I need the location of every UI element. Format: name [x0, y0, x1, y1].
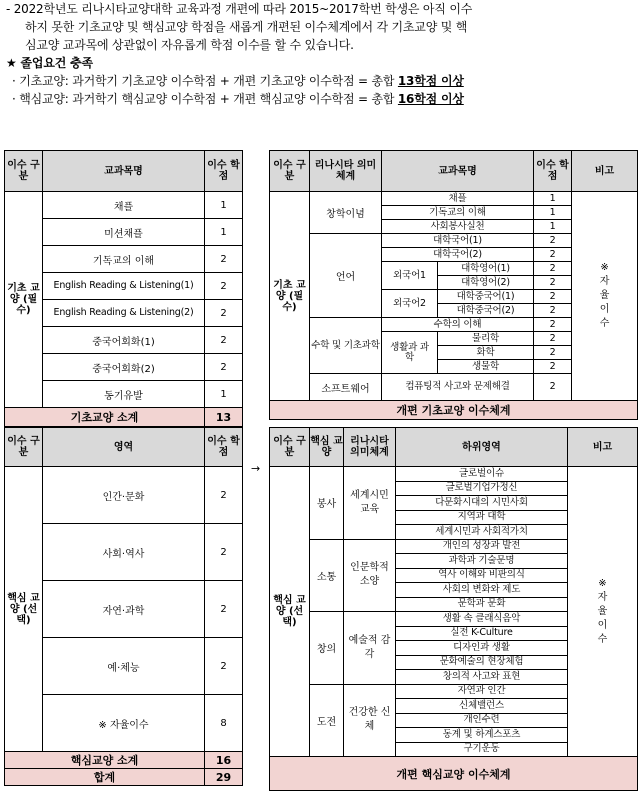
subarea-item: 세계시민과 사회적가치 [396, 525, 568, 540]
header-note: 비고 [572, 151, 638, 192]
subarea-item: 실전 K-Culture [396, 626, 568, 641]
requirements-heading: ★ 졸업요건 충족 [6, 56, 93, 70]
core-name: 소통 [310, 539, 344, 612]
core-name: 도전 [310, 684, 344, 757]
course-credit: 2 [534, 332, 572, 346]
subarea-item: 문화예술의 현장체험 [396, 655, 568, 670]
intro-line-3: 심교양 교과목에 상관없이 자유롭게 학점 이수를 할 수 있습니다. [25, 38, 354, 52]
total-label: 합계 [5, 769, 205, 786]
subarea-item: 문학과 문화 [396, 597, 568, 612]
course-name: 사회봉사실천 [382, 220, 534, 234]
footer-new-basic: 개편 기초교양 이수체계 [270, 401, 638, 420]
course-name: 기독교의 이해 [382, 206, 534, 220]
subarea-item: 자연과 인간 [396, 684, 568, 699]
requirement-basic-value: 13학점 이상 [397, 74, 464, 88]
course-name: 대학영어(2) [438, 276, 534, 290]
subtotal-core-label: 핵심교양 소계 [5, 752, 205, 769]
requirement-core-text: · 핵심교양: 과거학기 핵심교양 이수학점 + 개편 핵심교양 이수학점 = 총합 [12, 92, 398, 106]
course-credit: 2 [534, 374, 572, 401]
area-name: 인간·문화 [43, 467, 205, 524]
course-name: 대학영어(1) [438, 262, 534, 276]
header-type: 이수 구분 [5, 428, 43, 467]
course-credit: 2 [205, 327, 243, 354]
meaning-founding: 창학이념 [310, 192, 382, 234]
course-name: 미션채플 [43, 219, 205, 246]
subtotal-core-value: 16 [205, 752, 243, 769]
meaning-language: 언어 [310, 234, 382, 318]
header-course-name: 교과목명 [43, 151, 205, 192]
course-credit: 1 [205, 192, 243, 219]
header-course-name: 교과목명 [382, 151, 534, 192]
area-credit: 8 [205, 695, 243, 752]
course-name: 컴퓨팅적 사고와 문제해결 [382, 374, 534, 401]
core-name: 창의 [310, 612, 344, 685]
course-name: 대학중국어(1) [438, 290, 534, 304]
subarea-item: 개인수련 [396, 713, 568, 728]
footer-new-core: 개편 핵심교양 이수체계 [270, 757, 638, 791]
course-credit: 1 [534, 220, 572, 234]
header-meaning: 리나시타 의미체계 [344, 428, 396, 467]
course-name: 동기유발 [43, 381, 205, 408]
subarea-item: 동계 및 하계스포츠 [396, 728, 568, 743]
requirement-basic-text: · 기초교양: 과거학기 기초교양 이수학점 + 개편 기초교양 이수학점 = 총합 [12, 74, 398, 88]
area-credit: 2 [205, 638, 243, 695]
subarea-item: 구기운동 [396, 742, 568, 757]
header-type: 이수 구분 [270, 151, 310, 192]
course-name: 채플 [382, 192, 534, 206]
subarea-item: 글로벌기업가정신 [396, 481, 568, 496]
group-basic-required: 기초 교양 (필수) [270, 192, 310, 401]
area-credit: 2 [205, 581, 243, 638]
intro-line-1: - 2022학년도 리나시타교양대학 교육과정 개편에 따라 2015~2017학번 학생은 아직 이수 [6, 2, 473, 16]
course-credit: 2 [534, 318, 572, 332]
requirement-basic [6, 72, 636, 90]
header-note: 비고 [568, 428, 638, 467]
header-area: 영역 [43, 428, 205, 467]
course-name: 채플 [43, 192, 205, 219]
note-autonomous: ※ 자 율 이 수 [572, 192, 638, 401]
group-basic-required: 기초 교양 (필수) [5, 192, 43, 408]
course-name: 대학국어(2) [382, 248, 534, 262]
area-credit: 2 [205, 467, 243, 524]
requirement-core [6, 90, 636, 108]
note-autonomous: ※ 자 율 이 수 [568, 467, 638, 757]
header-credit: 이수 학점 [534, 151, 572, 192]
course-name: 대학중국어(2) [438, 304, 534, 318]
total-value: 29 [205, 769, 243, 786]
course-credit: 2 [534, 234, 572, 248]
header-meaning: 리나시타 의미체계 [310, 151, 382, 192]
meaning-math-science: 수학 및 기초과학 [310, 318, 382, 374]
course-credit: 1 [534, 206, 572, 220]
meaning-software: 소프트웨어 [310, 374, 382, 401]
arrow-icon: → [251, 462, 261, 475]
course-name: English Reading & Listening(1) [43, 273, 205, 300]
course-credit: 2 [205, 273, 243, 300]
course-name: 수학의 이해 [382, 318, 534, 332]
course-name: English Reading & Listening(2) [43, 300, 205, 327]
subarea-item: 사회의 변화와 제도 [396, 583, 568, 598]
course-name: 물리학 [438, 332, 534, 346]
course-name: 기독교의 이해 [43, 246, 205, 273]
course-credit: 2 [205, 354, 243, 381]
area-name: 예·체능 [43, 638, 205, 695]
subarea-item: 다문화시대의 시민사회 [396, 496, 568, 511]
course-name: 대학국어(1) [382, 234, 534, 248]
subarea-item: 지역과 대학 [396, 510, 568, 525]
old-core-table [4, 427, 243, 786]
intro-section [6, 0, 636, 108]
course-credit: 2 [205, 300, 243, 327]
area-credit: 2 [205, 524, 243, 581]
course-name: 생물학 [438, 360, 534, 374]
course-credit: 2 [205, 246, 243, 273]
header-core: 핵심 교양 [310, 428, 344, 467]
course-credit: 1 [205, 219, 243, 246]
course-name: 중국어회화(2) [43, 354, 205, 381]
meaning-name: 건강한 신체 [344, 684, 396, 757]
subarea-item: 신체밸런스 [396, 699, 568, 714]
course-credit: 2 [534, 262, 572, 276]
group-core-elective: 핵심 교양 (선택) [5, 467, 43, 752]
course-credit: 2 [534, 276, 572, 290]
meaning-name: 인문학적 소양 [344, 539, 396, 612]
subarea-item: 역사 이해와 비판의식 [396, 568, 568, 583]
course-credit: 2 [534, 346, 572, 360]
course-credit: 2 [534, 360, 572, 374]
course-credit: 2 [534, 290, 572, 304]
subarea-item: 생활 속 클래식음악 [396, 612, 568, 627]
group-core-elective: 핵심 교양 (선택) [270, 467, 310, 757]
requirement-core-value: 16학점 이상 [397, 92, 464, 106]
subarea-item: 개인의 성장과 발전 [396, 539, 568, 554]
area-name: 자연·과학 [43, 581, 205, 638]
intro-line-2: 하지 못한 기초교양 및 핵심교양 학점을 새롭게 개편된 이수체계에서 각 기초교양 및 핵 [25, 20, 468, 34]
meaning-name: 예술적 감각 [344, 612, 396, 685]
sub-foreign1: 외국어1 [382, 262, 438, 290]
subtotal-basic-label: 기초교양 소계 [5, 408, 205, 427]
meaning-name: 세계시민 교육 [344, 467, 396, 540]
course-credit: 2 [534, 248, 572, 262]
new-basic-table [269, 150, 638, 420]
subarea-item: 글로벌이슈 [396, 467, 568, 482]
course-name: 중국어회화(1) [43, 327, 205, 354]
sub-life-science: 생활과 과학 [382, 332, 438, 374]
subarea-item: 창의적 사고와 표현 [396, 670, 568, 685]
course-credit: 1 [205, 381, 243, 408]
header-credit: 이수 학점 [205, 151, 243, 192]
old-basic-table [4, 150, 243, 427]
course-credit: 1 [534, 192, 572, 206]
header-credit: 이수 학점 [205, 428, 243, 467]
subtotal-basic-value: 13 [205, 408, 243, 427]
header-type: 이수 구분 [270, 428, 310, 467]
new-core-table [269, 427, 638, 791]
course-name: 화학 [438, 346, 534, 360]
sub-foreign2: 외국어2 [382, 290, 438, 318]
area-name: ※ 자율이수 [43, 695, 205, 752]
header-subarea: 하위영역 [396, 428, 568, 467]
subarea-item: 과학과 기술문명 [396, 554, 568, 569]
core-name: 봉사 [310, 467, 344, 540]
subarea-item: 디자인과 생활 [396, 641, 568, 656]
header-type: 이수 구분 [5, 151, 43, 192]
area-name: 사회·역사 [43, 524, 205, 581]
course-credit: 2 [534, 304, 572, 318]
